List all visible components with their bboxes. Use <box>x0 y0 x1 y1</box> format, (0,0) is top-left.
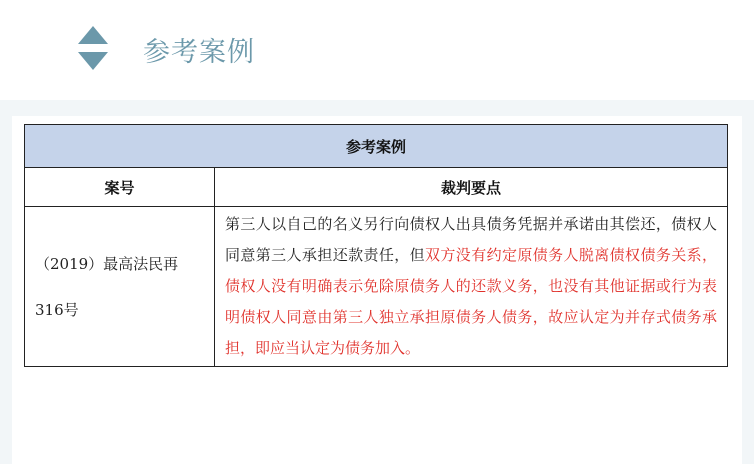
table-title-row <box>25 125 728 168</box>
ruling-highlight-text: 双方没有约定原债务人脱离债权债务关系，债权人没有明确表示免除原债务人的还款义务，也没有其他证据或行为表明债权人同意由第三人独立承担原债务人债务，故应认定为并存式债务承担，即应当认定为债务加入。 <box>225 246 717 357</box>
ruling-text: 第三人以自己的名义另行向债权人出具债务凭据并承诺由其偿还，债权人同意第三人承担还款责任，但 <box>225 215 717 264</box>
section-title: 参考案例 <box>143 37 255 68</box>
case-number-cell: （2019）最高法民再316号 <box>25 207 215 367</box>
column-header-ruling: 裁判要点 <box>215 168 728 207</box>
arrow-down-icon <box>78 52 108 70</box>
arrow-up-icon <box>78 26 108 44</box>
section-header <box>0 0 754 100</box>
up-down-arrows-icon <box>78 26 108 72</box>
table-header-row <box>25 168 728 207</box>
case-card <box>12 116 742 464</box>
ruling-cell <box>215 207 728 367</box>
reference-case-table <box>24 124 728 367</box>
column-header-case-number: 案号 <box>25 168 215 207</box>
table-row <box>25 207 728 367</box>
table-title: 参考案例 <box>25 125 728 168</box>
